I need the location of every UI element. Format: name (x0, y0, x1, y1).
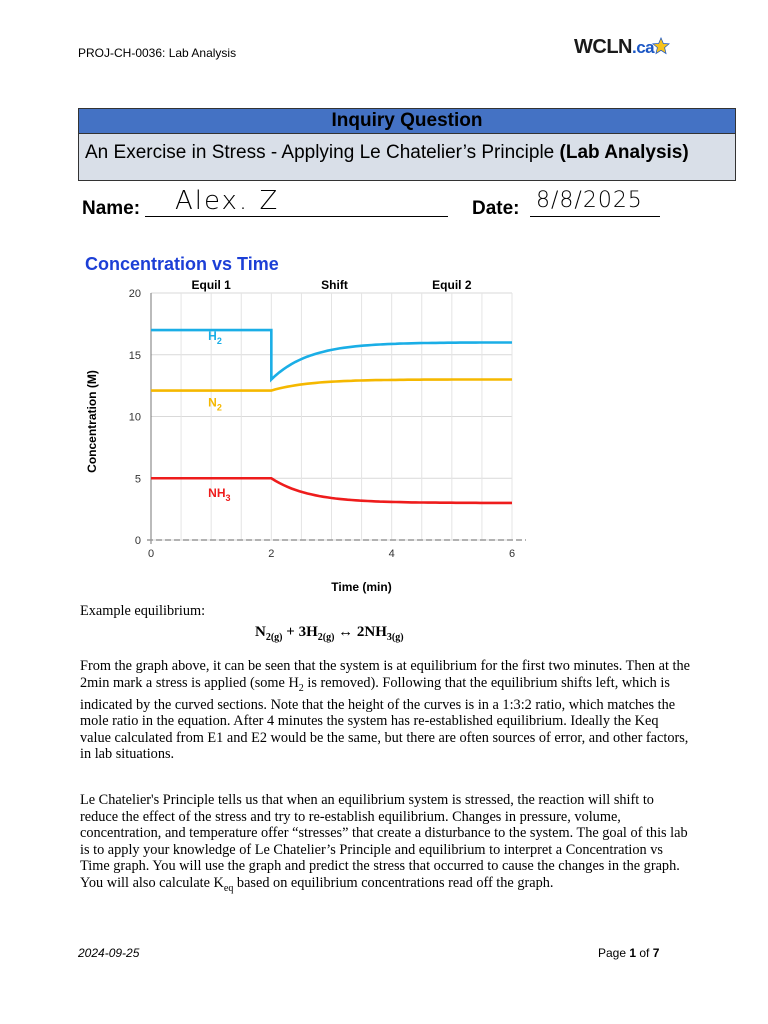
page-prefix: Page (598, 946, 630, 960)
page-of: of (636, 946, 653, 960)
y-axis-title: Concentration (M) (85, 370, 99, 473)
inquiry-heading: Inquiry Question (79, 109, 735, 134)
eq-nh3-sub: 3(g) (386, 632, 404, 643)
subtitle-bold: (Lab Analysis) (559, 142, 689, 163)
page-total: 7 (652, 946, 660, 960)
y-tick-label: 10 (128, 411, 141, 424)
eq-n2: N (255, 624, 266, 640)
wcln-logo (574, 36, 674, 66)
region-label: Equil 2 (432, 278, 472, 292)
name-label: Name: (82, 198, 141, 219)
example-label: Example equilibrium: (80, 603, 206, 619)
x-axis-title: Time (min) (331, 580, 392, 594)
x-tick-label: 6 (508, 548, 516, 560)
para1-text-a: From the graph above, it can be seen that the system is at equilibrium for the first two minutes. Then at the 2min mark a stress is applied (some H (80, 658, 690, 691)
paragraph-le-chatelier (80, 792, 690, 897)
chart-axes (85, 288, 526, 594)
y-tick-label: 5 (134, 473, 141, 486)
eq-h2-sub: 2(g) (317, 632, 335, 643)
x-tick-label: 4 (388, 548, 395, 560)
document-code: PROJ-CH-0036: Lab Analysis (78, 46, 237, 60)
series-label: $NH_3$ (208, 485, 231, 503)
eq-nh3: ↔ 2NH (334, 624, 387, 640)
region-label: Shift (321, 278, 348, 292)
para2-text-b: based on equilibrium concentrations read off the graph. (233, 874, 554, 891)
x-tick-label: 2 (268, 548, 275, 560)
logo-suffix: .ca (631, 38, 655, 57)
inquiry-title-box (78, 108, 736, 181)
star-icon (652, 37, 670, 55)
name-value: Alex. Z (175, 186, 280, 216)
eq-h2: + 3H (282, 624, 318, 640)
reaction-equation (255, 624, 404, 643)
footer-page-number (598, 946, 659, 960)
region-label: Equil 1 (191, 278, 231, 292)
logo-text: WCLN (574, 36, 632, 58)
eq-n2-sub: 2(g) (265, 632, 283, 643)
chart-title: Concentration vs Time (85, 254, 279, 274)
y-tick-label: 15 (128, 349, 141, 362)
page-current: 1 (629, 946, 637, 960)
date-label: Date: (472, 198, 520, 219)
x-tick-label: 0 (147, 548, 155, 560)
para1-text-b: is removed). Following that the equilibrium shifts left, which is indicated by the curved sections. Note that the height of the curves is in a 1:3:2 ratio, which matches the mole ratio in the equation. After 4 minutes the system has re-established equilibrium. Ideally the Keq value calculated from E1 and E2 would be the same, but there are often sources of error, and other factors, in lab situations. (80, 674, 689, 763)
paragraph-graph-explanation (80, 658, 690, 763)
concentration-chart (78, 248, 538, 598)
series-label: $H_2$ (208, 328, 222, 346)
inquiry-subtitle (79, 134, 735, 180)
date-field[interactable] (530, 190, 660, 217)
series-label: $N_2$ (208, 395, 222, 413)
name-field[interactable] (145, 186, 448, 217)
para1-sub: 2 (298, 682, 304, 694)
para2-sub: eq (223, 882, 234, 894)
subtitle-plain: An Exercise in Stress - Applying Le Chatelier’s Principle (85, 142, 560, 163)
date-value: 8/8/2025 (536, 188, 643, 213)
y-tick-label: 0 (134, 535, 141, 547)
para2-text-a: Le Chatelier's Principle tells us that when an equilibrium system is stressed, the reaction will shift to reduce the effect of the stress and try to re-establish equilibrium. Changes in pressure, volume, concentration, and temperature offer “stresses” that create a disturbance to the system. The goal of this lab is to apply your knowledge of Le Chatelier’s Principle and equilibrium to interpret a Concentration vs Time graph. You will use the graph and predict the stress that occurred to cause the changes in the graph. You will also calculate K (80, 792, 688, 891)
footer-date: 2024-09-25 (78, 946, 140, 960)
y-tick-label: 20 (128, 288, 141, 300)
